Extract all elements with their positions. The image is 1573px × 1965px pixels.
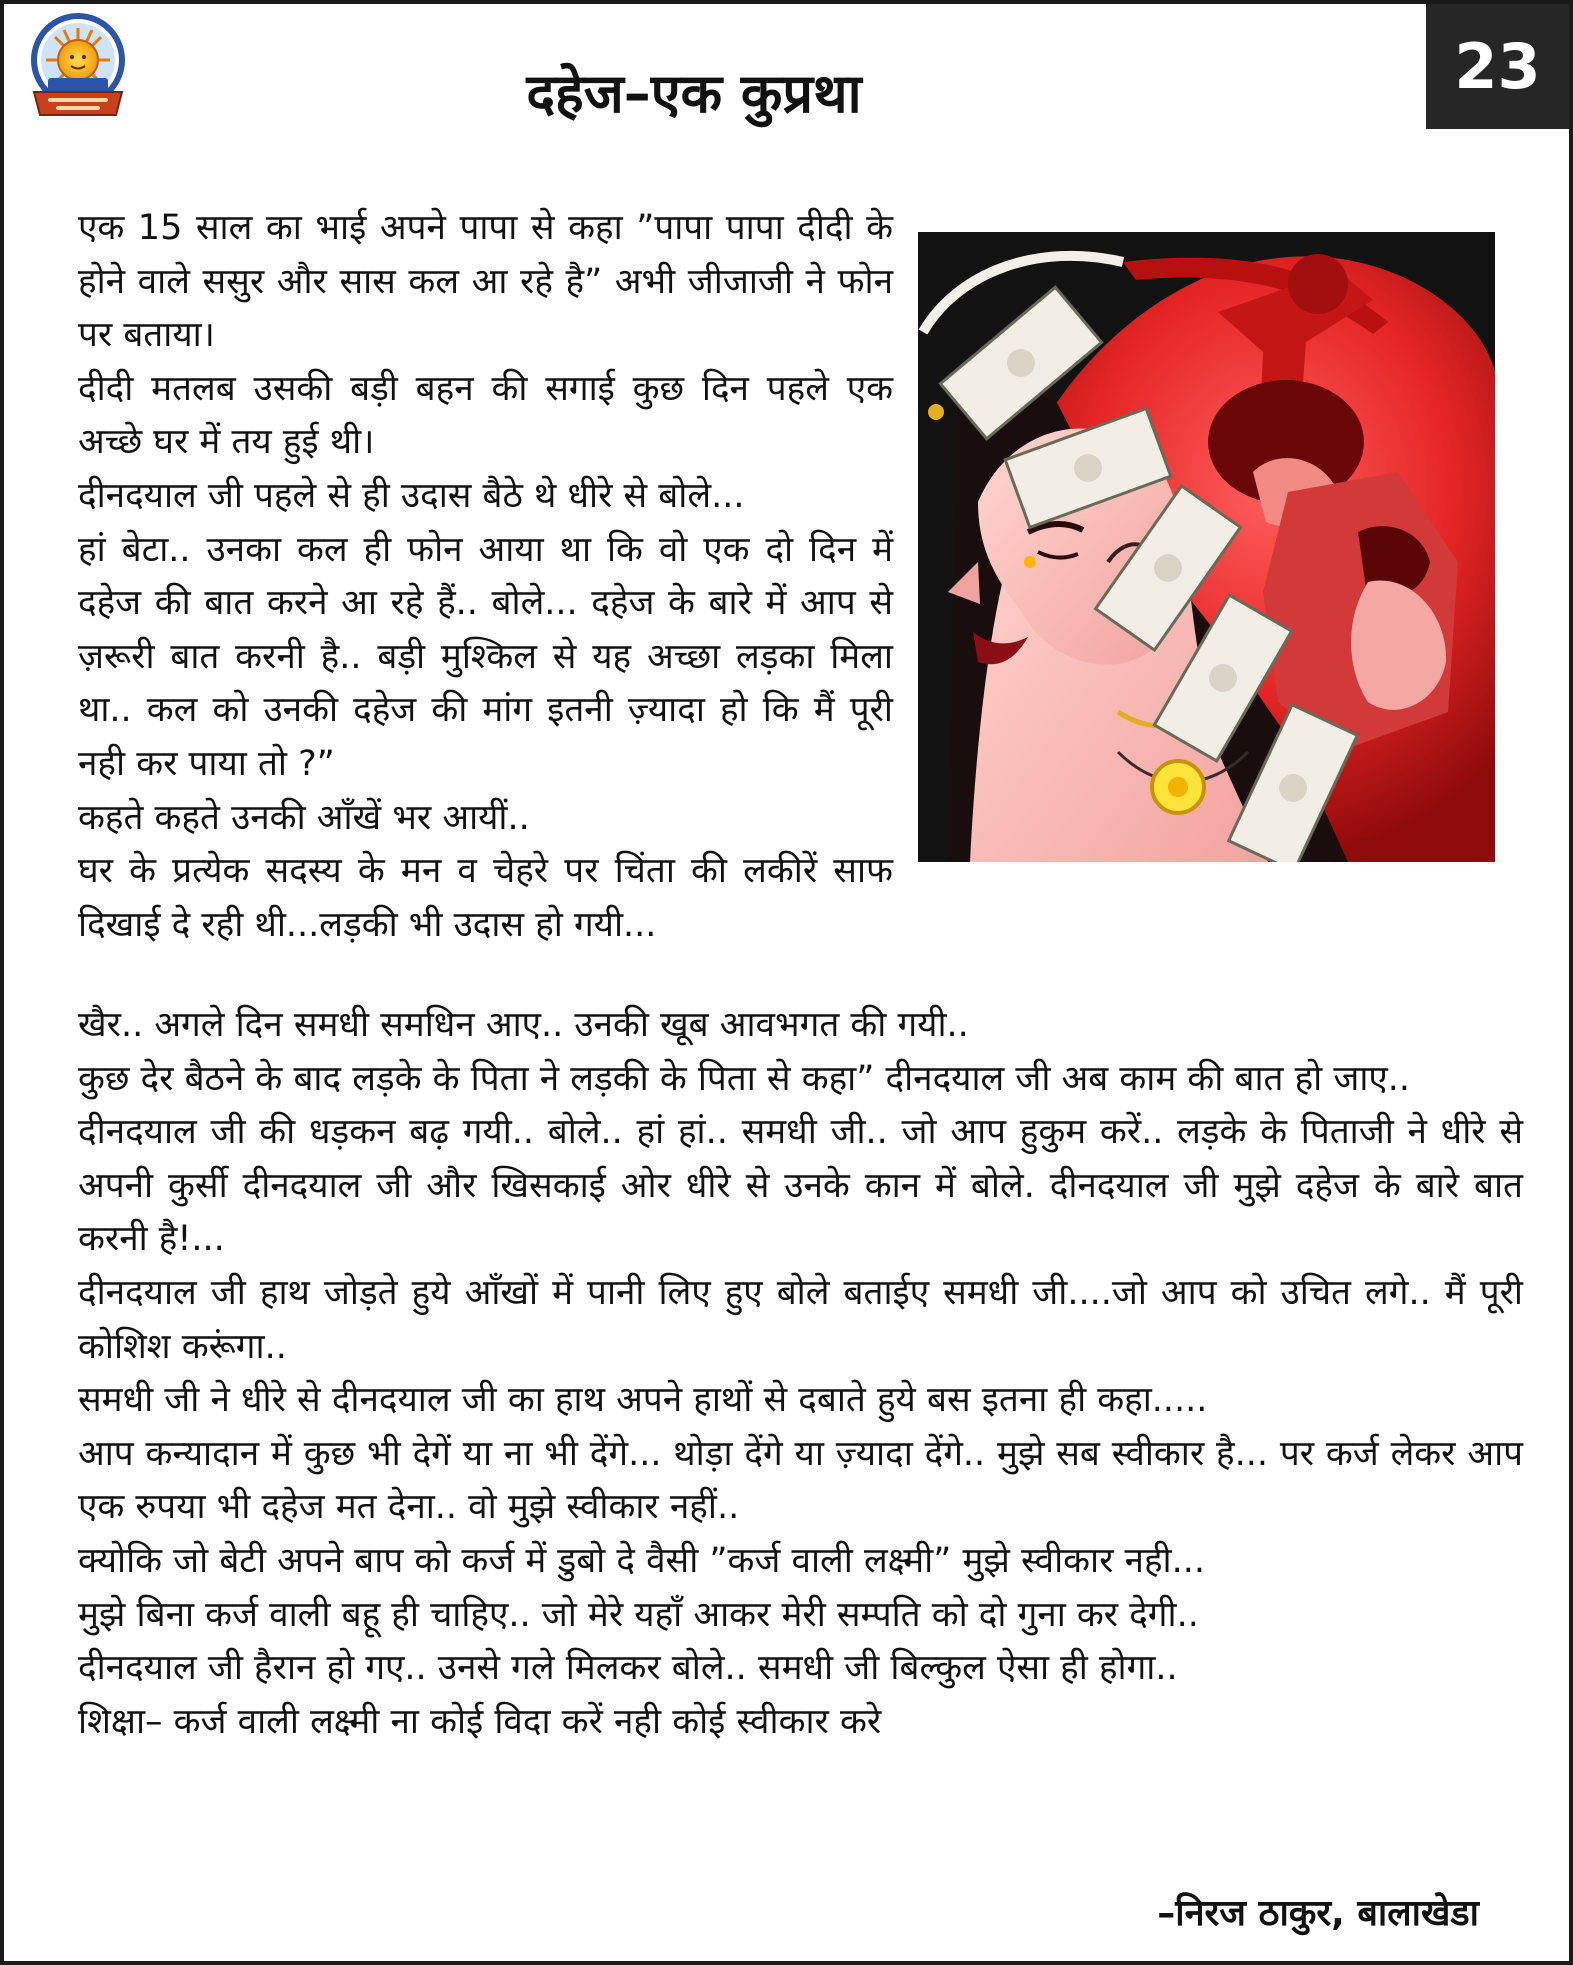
article-body-narrow xyxy=(78,202,893,952)
paragraph: दीनदयाल जी हैरान हो गए.. उनसे गले मिलकर बोले.. समधी जी बिल्कुल ऐसा ही होगा.. xyxy=(78,1648,1178,1689)
paragraph: हां बेटा.. उनका कल ही फोन आया था कि वो एक दो दिन में दहेज की बात करने आ रहे हैं.. बोले... दहेज के बारे में आप से ज़रूरी बात करनी है.. बड़ी मुश्किल से यह अच्छा लड़का मिला था.. कल को उनकी दहेज की मांग इतनी ज़्यादा हो कि मैं पूरी नही कर पाया तो ?” xyxy=(78,529,893,784)
author-signature: –निरज ठाकुर, बालाखेडा xyxy=(1157,1893,1479,1934)
paragraph: समधी जी ने धीरे से दीनदयाल जी का हाथ अपने हाथों से दबाते हुये बस इतना ही कहा..... xyxy=(78,1380,1208,1421)
paragraph: कहते कहते उनकी आँखें भर आयीं.. xyxy=(78,797,530,838)
page-title: दहेज–एक कुप्रथा xyxy=(526,62,862,125)
paragraph: क्योकि जो बेटी अपने बाप को कर्ज में डुबो दे वैसी ”कर्ज वाली लक्ष्मी” मुझे स्वीकार नही... xyxy=(78,1540,1205,1581)
paragraph: एक 15 साल का भाई अपने पापा से कहा ”पापा पापा दीदी के होने वाले ससुर और सास कल आ रहे है” अभी जीजाजी ने फोन पर बताया। xyxy=(78,208,893,356)
paragraph: दीनदयाल जी हाथ जोड़ते हुये आँखों में पानी लिए हुए बोले बताईए समधी जी....जो आप को उचित लगे.. मैं पूरी कोशिश करूंगा.. xyxy=(78,1272,1523,1367)
paragraph: दीनदयाल जी पहले से ही उदास बैठे थे धीरे से बोले... xyxy=(78,475,745,516)
paragraph: आप कन्यादान में कुछ भी देगें या ना भी देंगे... थोड़ा देंगे या ज़्यादा देंगे.. मुझे सब स्वीकार है... पर कर्ज लेकर आप एक रुपया भी दहेज मत देना.. वो मुझे स्वीकार नहीं.. xyxy=(78,1433,1523,1528)
paragraph: दीदी मतलब उसकी बड़ी बहन की सगाई कुछ दिन पहले एक अच्छे घर में तय हुई थी। xyxy=(78,368,893,463)
page-number: 23 xyxy=(1426,4,1569,129)
paragraph: खैर.. अगले दिन समधी समधिन आए.. उनकी खूब आवभगत की गयी.. xyxy=(78,1005,969,1045)
article-body-full xyxy=(78,999,1523,1749)
paragraph: मुझे बिना कर्ज वाली बहू ही चाहिए.. जो मेरे यहाँ आकर मेरी सम्पति को दो गुना कर देगी.. xyxy=(78,1594,1199,1635)
dowry-illustration-icon xyxy=(918,232,1495,862)
organization-seal-icon xyxy=(26,12,130,122)
paragraph: कुछ देर बैठने के बाद लड़के के पिता ने लड़की के पिता से कहा” दीनदयाल जी अब काम की बात हो जाए.. xyxy=(78,1058,1411,1099)
paragraph: दीनदयाल जी की धड़कन बढ़ गयी.. बोले.. हां हां.. समधी जी.. जो आप हुकुम करें.. लड़के के पिताजी ने धीरे से अपनी कुर्सी दीनदयाल जी और खिसकाई ओर धीरे से उनके कान में बोले. दीनदयाल जी मुझे दहेज के बारे बात करनी है!... xyxy=(78,1112,1524,1260)
paragraph: घर के प्रत्येक सदस्य के मन व चेहरे पर चिंता की लकीरें साफ दिखाई दे रही थी...लड़की भी उदास हो गयी... xyxy=(78,851,893,945)
moral-paragraph: शिक्षा– कर्ज वाली लक्ष्मी ना कोई विदा करें नही कोई स्वीकार करे xyxy=(78,1701,882,1742)
